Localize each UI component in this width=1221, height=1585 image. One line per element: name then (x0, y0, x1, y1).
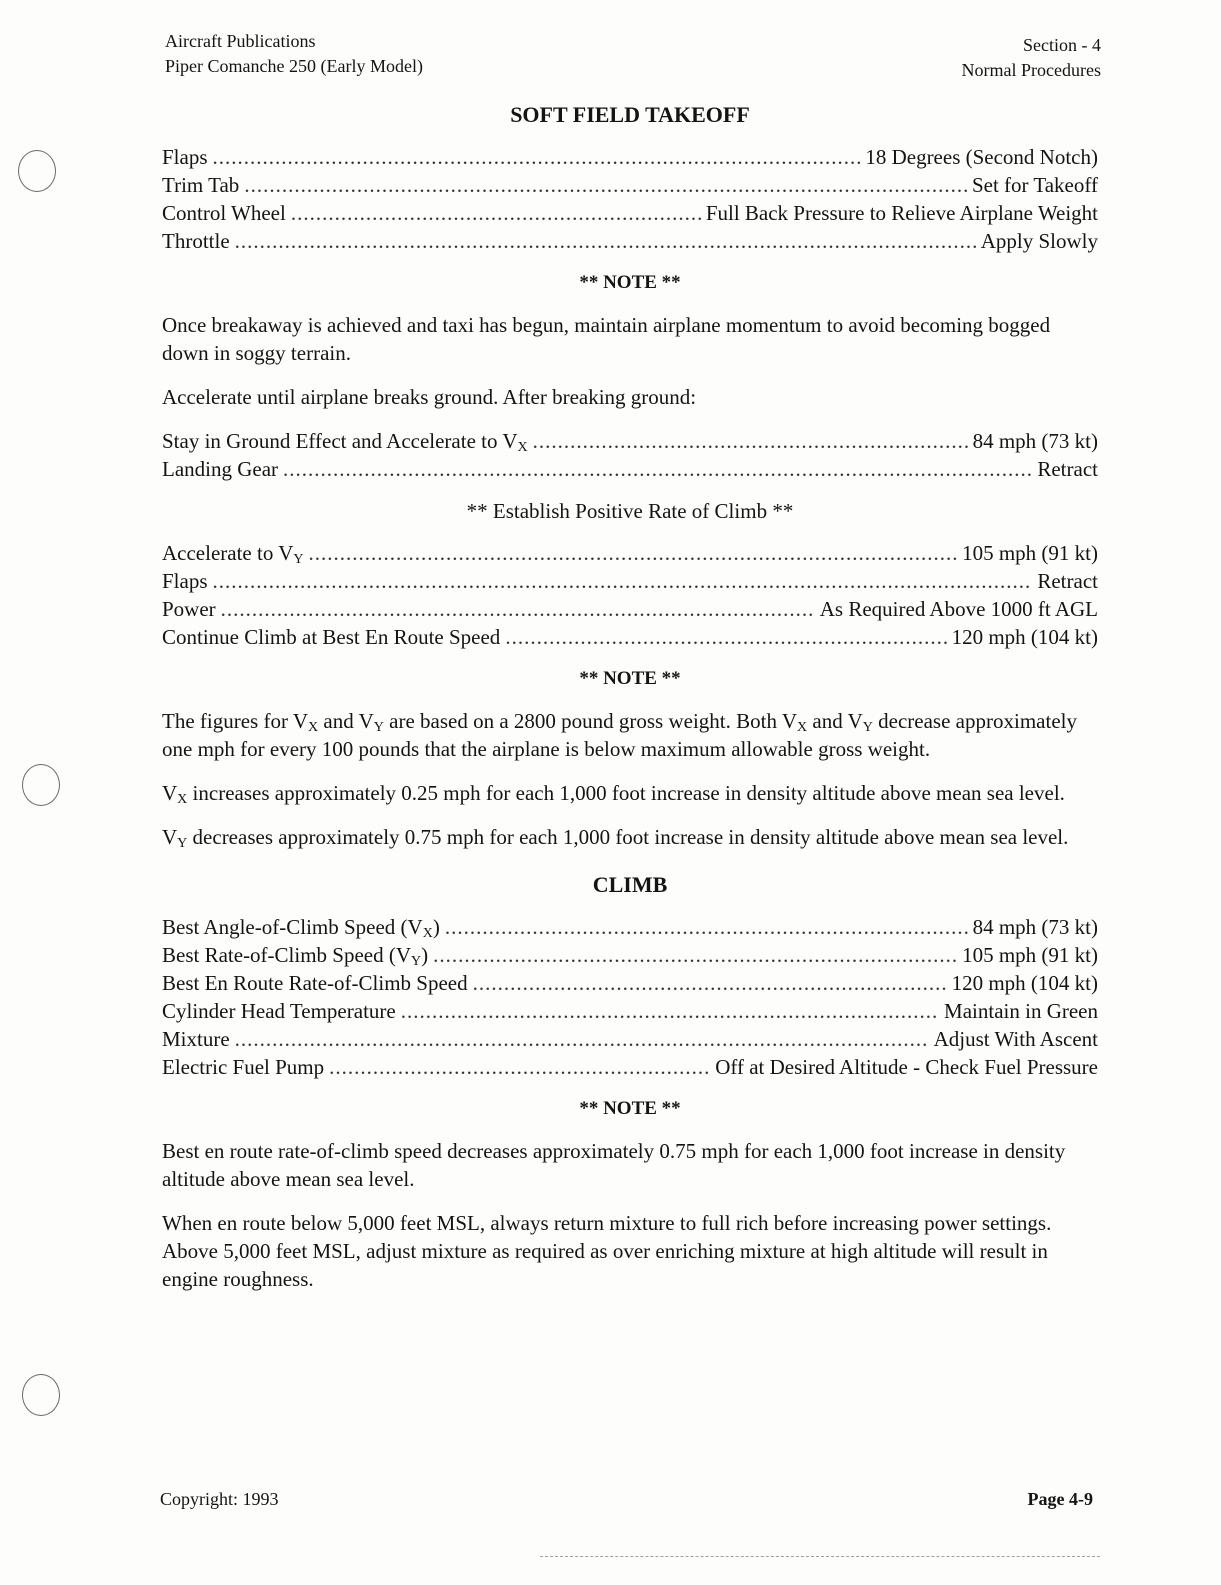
dot-leader (309, 539, 958, 567)
scan-artifact-line (540, 1556, 1100, 1557)
checklist-row (162, 199, 1098, 227)
checklist-row (162, 997, 1098, 1025)
checklist-item-value: Retract (1037, 457, 1098, 481)
dot-leader (445, 913, 968, 941)
checklist-item-value: As Required Above 1000 ft AGL (819, 597, 1098, 621)
checklist-item-value: Off at Desired Altitude - Check Fuel Pressure (715, 1055, 1098, 1079)
checklist-row (162, 913, 1098, 941)
dot-leader (213, 143, 861, 171)
dot-leader (533, 427, 968, 455)
note-paragraph: When en route below 5,000 feet MSL, always return mixture to full rich before increasing power settings. Above 5,000 feet MSL, adjust mixture as required as over enriching mixture at high altitude will result in engine roughness. (162, 1211, 1052, 1291)
dot-leader (283, 455, 1032, 483)
checklist-item-label: Electric Fuel Pump (162, 1055, 325, 1079)
page-content (162, 101, 1098, 1309)
section-number: Section - 4 (1023, 35, 1101, 55)
footer-copyright: Copyright: 1993 (160, 1489, 279, 1509)
checklist-row (162, 539, 1098, 567)
checklist-row (162, 969, 1098, 997)
label-text: Stay in Ground Effect and Accelerate to V (162, 429, 518, 453)
note-paragraph: Best en route rate-of-climb speed decreases approximately 0.75 mph for each 1,000 foot increase in density altitude above mean sea level. (162, 1139, 1066, 1191)
checklist-item-value: 105 mph (91 kt) (962, 541, 1098, 565)
text-run: V (781, 709, 798, 733)
binder-punch-hole-top (18, 150, 56, 192)
subscript: X (177, 792, 188, 807)
footer-page-number: Page 4-9 (1027, 1489, 1093, 1509)
checklist-item-value: 84 mph (73 kt) (972, 429, 1098, 453)
header-left (165, 29, 423, 79)
instruction-paragraph: Accelerate until airplane breaks ground. After breaking ground: (162, 385, 697, 409)
checklist-item-value: Set for Takeoff (971, 173, 1098, 197)
label-suffix: ) (432, 915, 440, 939)
text-run: and (318, 709, 359, 733)
vx-paragraph (162, 779, 1098, 807)
checklist-item-label: Best En Route Rate-of-Climb Speed (162, 971, 468, 995)
checklist-item-value: 120 mph (104 kt) (951, 971, 1098, 995)
checklist-item-value: Adjust With Ascent (933, 1027, 1098, 1051)
checklist-row (162, 567, 1098, 595)
text-run: V (358, 709, 374, 733)
note-heading: ** NOTE ** (579, 1098, 681, 1119)
text-run: decrease approximately one mph for every 100 pounds that the airplane is below maximum allowable gross weight. (162, 709, 1077, 761)
checklist-row (162, 1053, 1098, 1081)
checklist-item-label (162, 427, 528, 455)
text-run: and (807, 709, 848, 733)
subscript: X (797, 720, 808, 735)
dot-leader (473, 969, 947, 997)
label-text: Best Angle-of-Climb Speed (V (162, 915, 423, 939)
checklist-item-value: 120 mph (104 kt) (951, 625, 1098, 649)
dot-leader (235, 1025, 929, 1053)
checklist-row (162, 143, 1098, 171)
dot-leader (433, 941, 957, 969)
text-run: V (162, 825, 178, 849)
checklist-row (162, 227, 1098, 255)
text-run: The figures for (162, 709, 293, 733)
note-paragraph (162, 707, 1098, 763)
checklist-item-value: Apply Slowly (980, 229, 1098, 253)
checklist-item-value: Full Back Pressure to Relieve Airplane Weight (705, 201, 1098, 225)
label-suffix: ) (421, 943, 429, 967)
header-right (962, 33, 1101, 83)
dot-leader (235, 227, 976, 255)
checklist-row (162, 941, 1098, 969)
subscript: X (422, 926, 433, 941)
soft-field-checklist-1 (162, 143, 1098, 255)
checklist-row (162, 171, 1098, 199)
binder-punch-hole-bottom (22, 1374, 60, 1416)
text-run: are based on a 2800 pound gross weight. Both (383, 709, 782, 733)
label-text: Best Rate-of-Climb Speed (V (162, 943, 412, 967)
checklist-item-value: 105 mph (91 kt) (962, 943, 1098, 967)
checklist-item-label: Control Wheel (162, 201, 286, 225)
text-run: V (847, 709, 863, 733)
checklist-item-label: Trim Tab (162, 173, 240, 197)
note-heading: ** NOTE ** (579, 668, 681, 689)
note-paragraph: Once breakaway is achieved and taxi has begun, maintain airplane momentum to avoid becoming bogged down in soggy terrain. (162, 313, 1051, 365)
subscript: Y (411, 954, 422, 969)
soft-field-takeoff-heading: SOFT FIELD TAKEOFF (510, 102, 750, 127)
checklist-item-value: 84 mph (73 kt) (972, 915, 1098, 939)
dot-leader (244, 171, 967, 199)
checklist-item-label: Mixture (162, 1027, 230, 1051)
climb-rate-heading: ** Establish Positive Rate of Climb ** (466, 499, 794, 523)
checklist-item-label: Continue Climb at Best En Route Speed (162, 625, 501, 649)
soft-field-checklist-3 (162, 539, 1098, 651)
checklist-item-label: Flaps (162, 569, 208, 593)
checklist-row (162, 427, 1098, 455)
checklist-item-value: 18 Degrees (Second Notch) (865, 145, 1098, 169)
text-run: increases approximately 0.25 mph for each 1,000 foot increase in density altitude above mean sea level. (187, 781, 1065, 805)
checklist-item-label (162, 913, 440, 941)
subscript: X (308, 720, 319, 735)
subscript: Y (177, 836, 188, 851)
dot-leader (505, 623, 946, 651)
checklist-item-label: Landing Gear (162, 457, 279, 481)
text-run: V (292, 709, 308, 733)
aircraft-model: Piper Comanche 250 (Early Model) (165, 56, 423, 76)
checklist-row (162, 623, 1098, 651)
checklist-row (162, 595, 1098, 623)
soft-field-checklist-2 (162, 427, 1098, 483)
publisher-name: Aircraft Publications (165, 31, 316, 51)
checklist-row (162, 455, 1098, 483)
section-title: Normal Procedures (961, 60, 1101, 80)
checklist-item-label: Throttle (162, 229, 230, 253)
checklist-item-value: Maintain in Green (944, 999, 1098, 1023)
climb-checklist (162, 913, 1098, 1081)
binder-punch-hole-middle (22, 764, 60, 806)
dot-leader (401, 997, 939, 1025)
text-run: V (162, 781, 178, 805)
dot-leader (329, 1053, 710, 1081)
subscript: X (517, 440, 528, 455)
subscript: Y (862, 720, 873, 735)
climb-heading: CLIMB (592, 872, 668, 897)
dot-leader (213, 567, 1033, 595)
checklist-item-label: Power (162, 597, 216, 621)
dot-leader (291, 199, 701, 227)
checklist-row (162, 1025, 1098, 1053)
label-text: Accelerate to V (162, 541, 294, 565)
checklist-item-label: Cylinder Head Temperature (162, 999, 396, 1023)
subscript: Y (293, 552, 304, 567)
subscript: Y (373, 720, 384, 735)
checklist-item-value: Retract (1037, 569, 1098, 593)
checklist-item-label (162, 539, 304, 567)
note-heading: ** NOTE ** (579, 272, 681, 293)
dot-leader (221, 595, 815, 623)
text-run: decreases approximately 0.75 mph for each 1,000 foot increase in density altitude above mean sea level. (187, 825, 1069, 849)
vy-paragraph (162, 823, 1098, 851)
checklist-item-label (162, 941, 428, 969)
checklist-item-label: Flaps (162, 145, 208, 169)
